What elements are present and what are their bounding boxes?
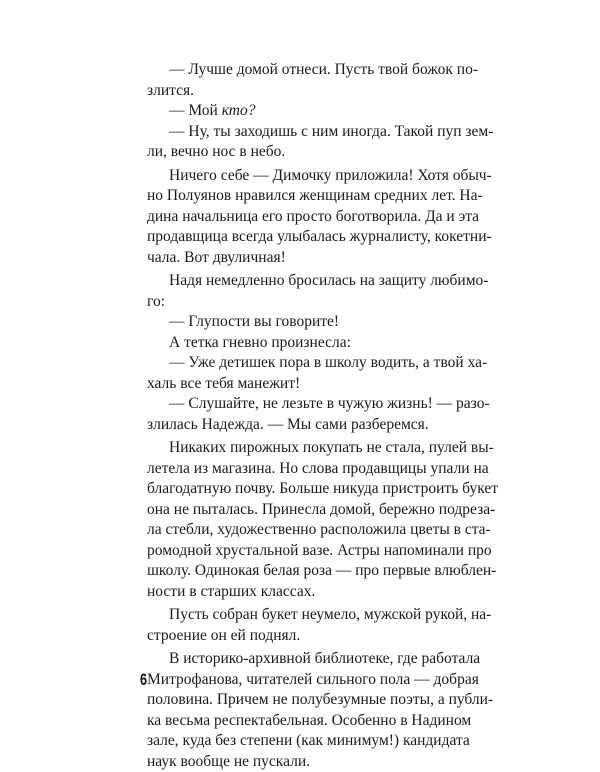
text-line: ка весьма респектабельная. Особенно в Надином bbox=[147, 711, 467, 732]
text-line: — Уже детишек пора в школу водить, а твой ха- bbox=[147, 353, 467, 374]
text-line: наук вообще не пускали. bbox=[147, 752, 467, 772]
body-text bbox=[147, 60, 467, 772]
text-line: Пусть собран букет неумело, мужской рукой, на- bbox=[147, 605, 467, 626]
text-line: но Полуянов нравился женщинам средних лет. На- bbox=[147, 186, 467, 207]
text-line: Никаких пирожных покупать не стала, пулей вы- bbox=[147, 438, 467, 459]
text-line: продавщица всегда улыбалась журналисту, кокетни- bbox=[147, 227, 467, 248]
text-line: — Слушайте, не лезьте в чужую жизнь! — разо- bbox=[147, 394, 467, 415]
text-line: ли, вечно нос в небо. bbox=[147, 142, 467, 163]
text-line: А тетка гневно произнесла: bbox=[147, 333, 467, 354]
text-line: строение он ей поднял. bbox=[147, 626, 467, 647]
page-number: 6 bbox=[140, 670, 147, 690]
text-line: — Глупости вы говорите! bbox=[147, 312, 467, 333]
text-line: злилась Надежда. — Мы сами разберемся. bbox=[147, 415, 467, 436]
text-line: злится. bbox=[147, 81, 467, 102]
text-line: ромодной хрустальной вазе. Астры напоминали про bbox=[147, 541, 467, 562]
text-line: зале, куда без степени (как минимум!) кандидата bbox=[147, 731, 467, 752]
text-line: ности в старших классах. bbox=[147, 582, 467, 603]
text-line: — Лучше домой отнеси. Пусть твой божок по- bbox=[147, 60, 467, 81]
text-line: половина. Причем не полубезумные поэты, а публи- bbox=[147, 690, 467, 711]
text-line: летела из магазина. Но слова продавщицы упали на bbox=[147, 459, 467, 480]
text-line: Ничего себе — Димочку приложила! Хотя обыч- bbox=[147, 166, 467, 187]
text-line: Митрофанова, читателей сильного пола — добрая bbox=[147, 670, 467, 691]
text-line: го: bbox=[147, 292, 467, 313]
text-line: дина начальница его просто боготворила. Да и эта bbox=[147, 207, 467, 228]
text-line: — Мой кто? bbox=[147, 101, 467, 122]
text-line: она не пыталась. Принесла домой, бережно подреза- bbox=[147, 500, 467, 521]
text-line: халь все тебя манежит! bbox=[147, 374, 467, 395]
text-line: Надя немедленно бросилась на защиту любимо- bbox=[147, 271, 467, 292]
text-line: — Ну, ты заходишь с ним иногда. Такой пуп зем- bbox=[147, 122, 467, 143]
text-line: В историко-архивной библиотеке, где работала bbox=[147, 649, 467, 670]
text-line: школу. Одинокая белая роза — про первые влюблен- bbox=[147, 561, 467, 582]
text-line: чала. Вот двуличная! bbox=[147, 248, 467, 269]
text-line: ла стебли, художественно расположила цветы в ста- bbox=[147, 520, 467, 541]
emphasis: кто? bbox=[222, 102, 256, 119]
text-line: благодатную почву. Больше никуда пристроить букет bbox=[147, 479, 467, 500]
